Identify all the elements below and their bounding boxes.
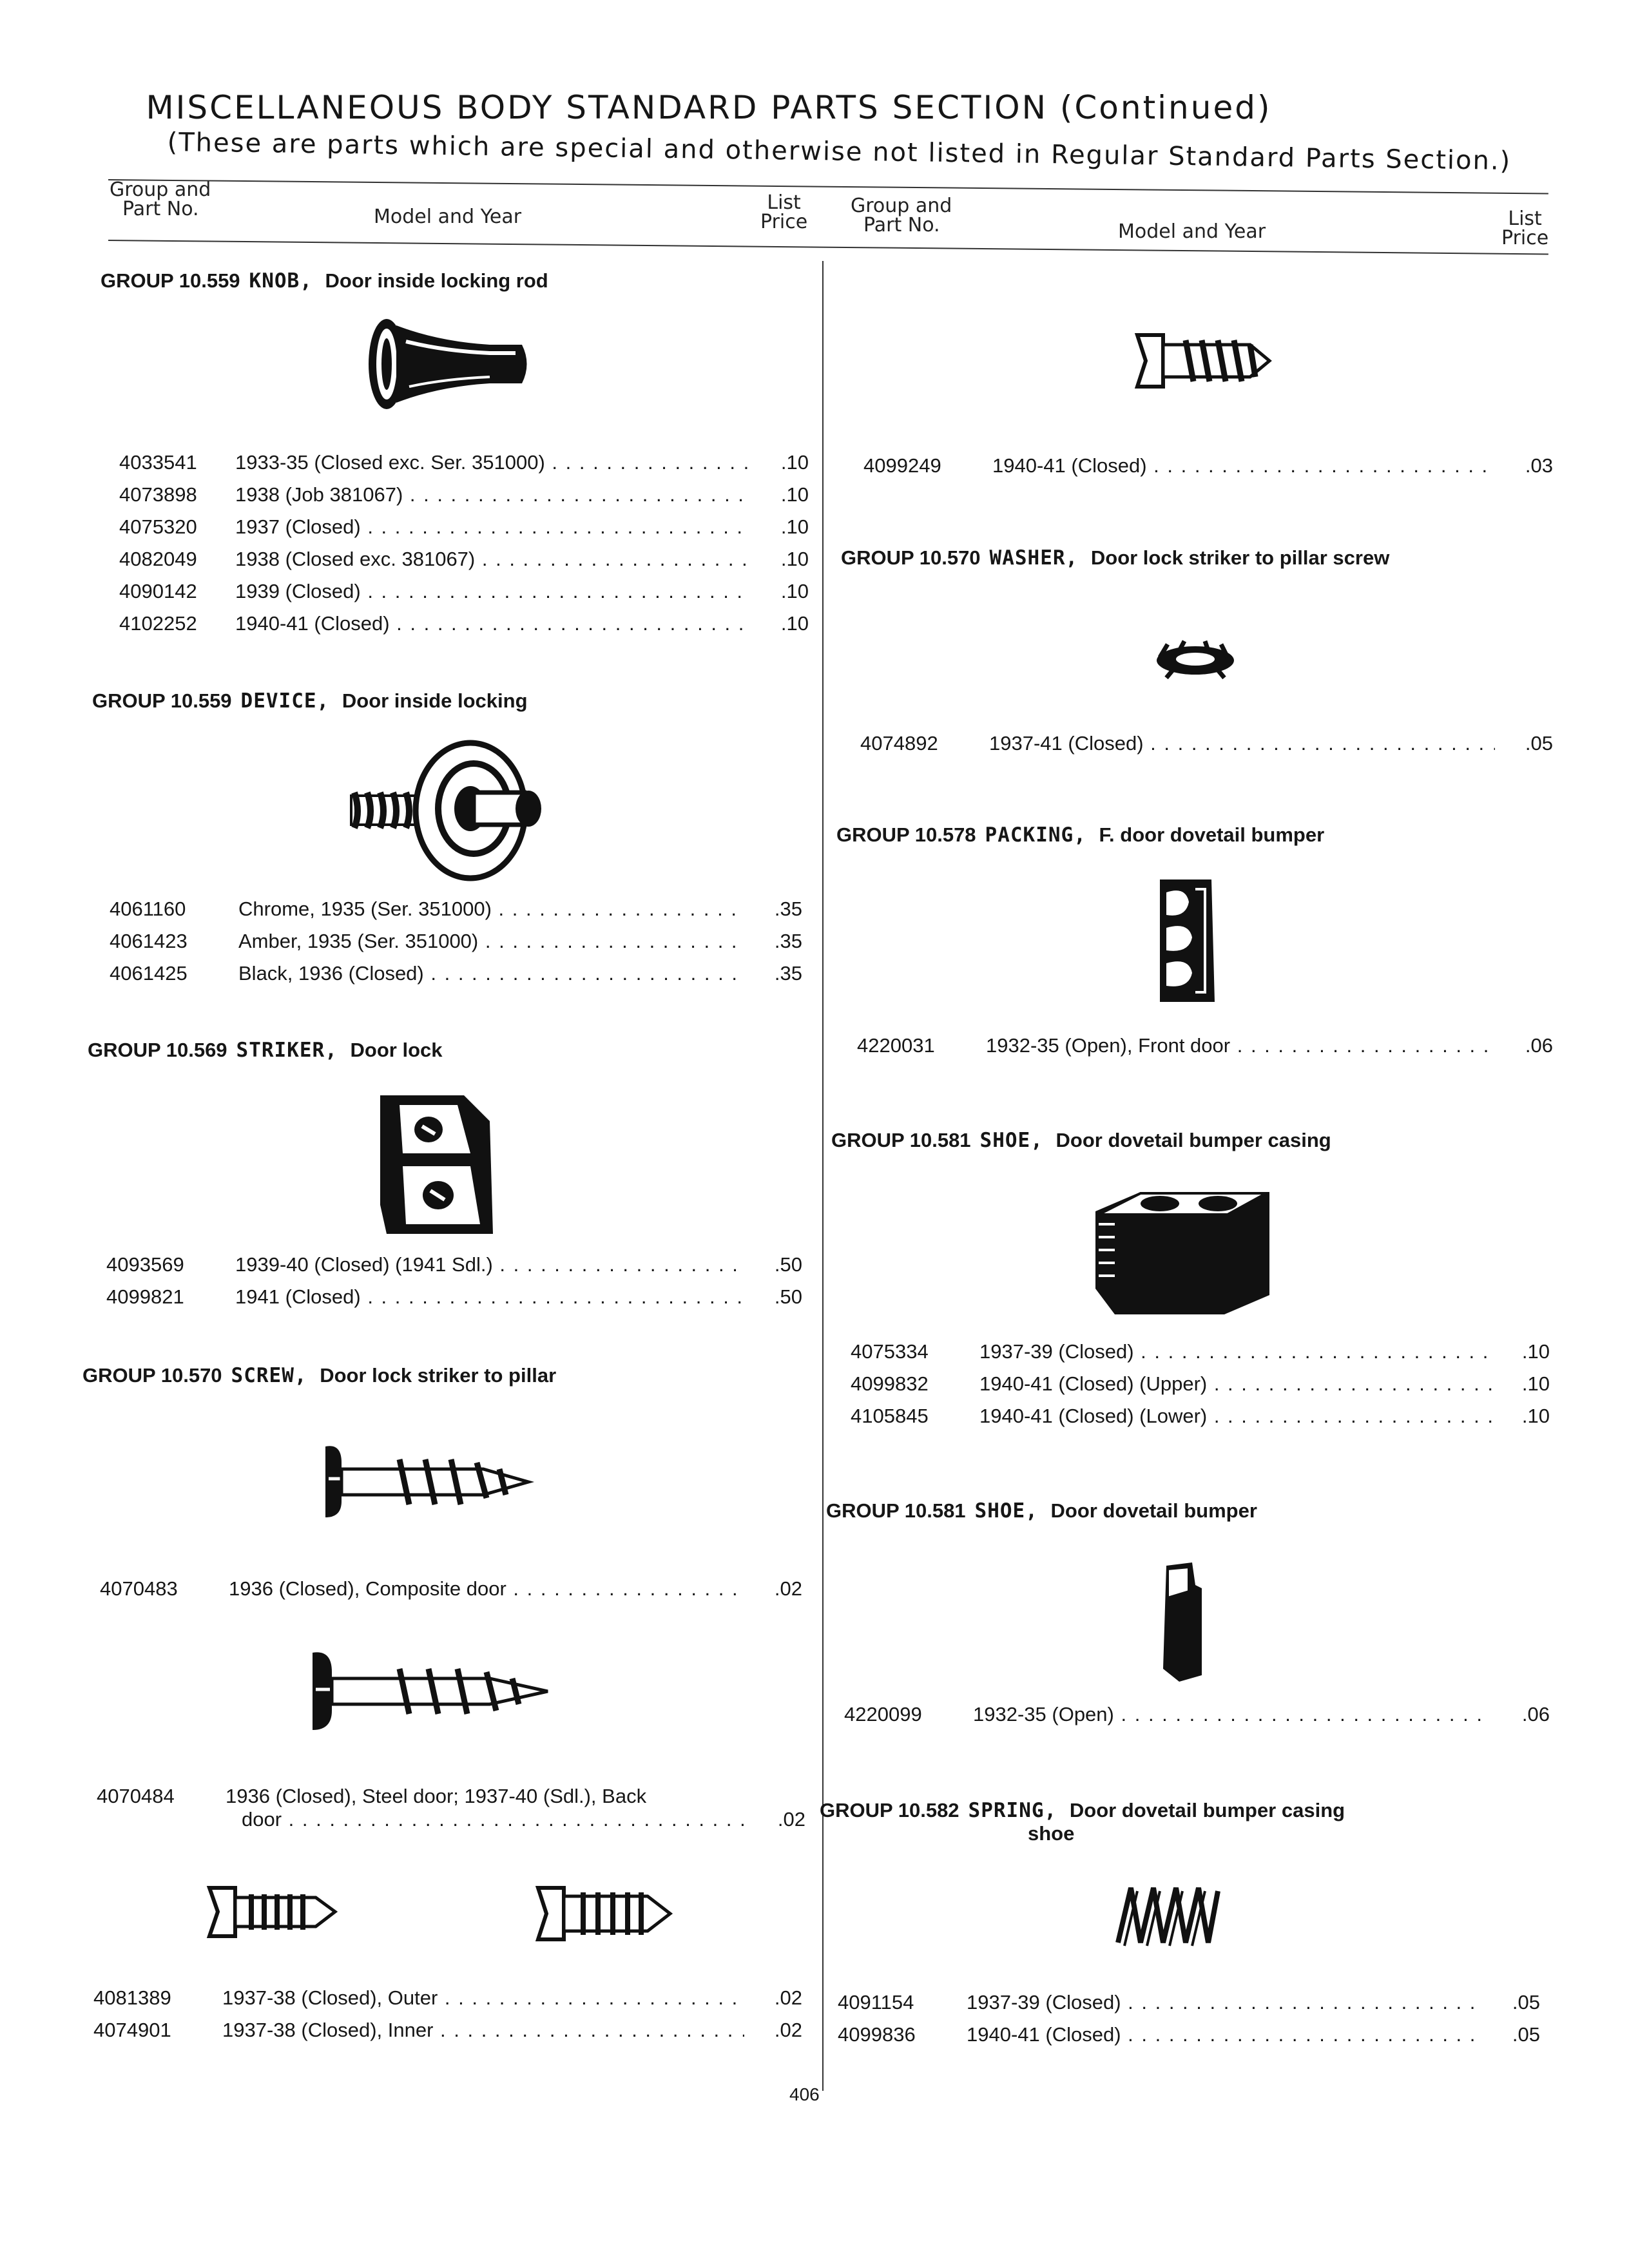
group-heading-knob [101, 269, 548, 293]
list-item [110, 930, 802, 962]
spring-icon [1112, 1881, 1228, 1952]
part-number: 4099821 [106, 1285, 184, 1308]
list-price: .10 [780, 548, 809, 570]
col-header-group-line1: Group and [110, 178, 211, 201]
part-number: 4099836 [838, 2023, 916, 2046]
group-heading-bumper-shoe [826, 1499, 1257, 1523]
model-year: 1941 (Closed) . . . [235, 1285, 744, 1309]
screw-items-b [97, 1785, 805, 1840]
model-year: 1938 (Closed exc. 381067) . . . [235, 548, 751, 571]
part-number: 4099832 [851, 1372, 929, 1395]
part-number: 4220031 [857, 1034, 935, 1057]
outer-screw-icon [206, 1881, 342, 1943]
list-item [119, 515, 809, 548]
part-number: 4074901 [93, 2019, 171, 2041]
spring-items [838, 1991, 1540, 2055]
page-subtitle: (These are parts which are special and otherwise not listed in Regular Standard Parts Section.) [167, 128, 1512, 177]
model-year: 1937-38 (Closed), Inner . . . [222, 2019, 744, 2042]
header-bottom-rule [108, 240, 1548, 255]
washer-icon [1153, 641, 1237, 680]
group-part-desc: F. door dovetail bumper [1099, 823, 1325, 846]
group-part-name: DEVICE, [240, 689, 330, 713]
part-number: 4093569 [106, 1253, 184, 1276]
bumper-shoe-icon [1153, 1559, 1218, 1688]
group-part-name: PACKING, [985, 823, 1086, 847]
model-year: 1932-35 (Open), Front door . . . [986, 1034, 1495, 1057]
list-item [106, 1253, 802, 1285]
model-year: 1940-41 (Closed) (Lower) . . . [979, 1405, 1492, 1428]
group-number: GROUP 10.570 [841, 546, 981, 569]
list-item-continued [97, 1808, 805, 1840]
list-item [860, 732, 1553, 764]
list-item [838, 2023, 1540, 2055]
col-header-list-line1-right: List [1508, 207, 1542, 230]
part-number: 4061425 [110, 962, 188, 985]
list-price: .35 [774, 930, 802, 952]
packing-icon [1150, 873, 1228, 1008]
casing-shoe-items [851, 1340, 1550, 1437]
group-heading-spring-line2 [1028, 1822, 1074, 1845]
group-part-name: SHOE, [974, 1499, 1038, 1523]
page-number: 406 [789, 2084, 820, 2104]
list-item [119, 612, 809, 644]
model-year: 1939 (Closed) . . . [235, 580, 751, 603]
list-price: .03 [1525, 454, 1553, 477]
list-price: .10 [1521, 1372, 1550, 1395]
list-price: .06 [1525, 1034, 1553, 1057]
list-item [863, 454, 1553, 486]
col-header-list-price [760, 193, 807, 232]
list-price: .10 [780, 515, 809, 538]
list-price: .06 [1521, 1703, 1550, 1725]
model-year: 1937-39 (Closed) . . . [979, 1340, 1492, 1363]
list-item [119, 451, 809, 483]
list-price: .05 [1512, 1991, 1540, 2013]
part-number: 4075320 [119, 515, 197, 538]
short-screw-items [863, 454, 1553, 486]
group-part-desc: Door inside locking rod [325, 269, 548, 292]
model-year: 1940-41 (Closed) (Upper) . . . [979, 1372, 1492, 1396]
part-number: 4099249 [863, 454, 941, 477]
model-year: Chrome, 1935 (Ser. 351000) . . . [238, 898, 744, 921]
list-item [106, 1285, 802, 1318]
knob-icon [361, 316, 554, 412]
list-price: .10 [780, 451, 809, 474]
list-price: .05 [1512, 2023, 1540, 2046]
group-heading-screw [82, 1364, 556, 1387]
part-number: 4061423 [110, 930, 188, 952]
group-number: GROUP 10.578 [836, 823, 976, 846]
list-price: .50 [774, 1253, 802, 1276]
model-year: 1932-35 (Open) . . . [973, 1703, 1492, 1726]
locking-device-icon [345, 735, 551, 889]
group-part-name: KNOB, [249, 269, 313, 293]
group-heading-spring [820, 1799, 1345, 1822]
list-item [119, 548, 809, 580]
col-header-model-year-right: Model and Year [1118, 220, 1266, 243]
model-year: 1937 (Closed) . . . [235, 515, 751, 539]
group-part-name: WASHER, [989, 546, 1079, 570]
list-item [110, 898, 802, 930]
list-price: .10 [1521, 1340, 1550, 1363]
group-part-desc: Door dovetail bumper casing [1055, 1129, 1331, 1151]
model-year: 1940-41 (Closed) . . . [967, 2023, 1482, 2046]
part-number: 4102252 [119, 612, 197, 635]
part-number: 4061160 [110, 898, 186, 920]
part-number: 4082049 [119, 548, 197, 570]
model-year: 1936 (Closed), Steel door; 1937-40 (Sdl.), Back [226, 1785, 647, 1807]
part-number: 4075334 [851, 1340, 929, 1363]
list-item [100, 1577, 802, 1610]
list-item [119, 580, 809, 612]
group-part-desc: Door lock striker to pillar screw [1090, 546, 1390, 569]
part-number: 4081389 [93, 1986, 171, 2009]
part-number: 4070484 [97, 1785, 175, 1807]
list-price: .10 [780, 483, 809, 506]
group-part-desc: Door dovetail bumper [1050, 1499, 1257, 1522]
list-item [93, 2019, 802, 2051]
header-top-rule [108, 179, 1548, 194]
group-part-desc: Door inside locking [342, 689, 528, 712]
group-part-desc: Door lock [350, 1039, 443, 1061]
list-price: .50 [774, 1285, 802, 1308]
model-year: 1937-38 (Closed), Outer . . . [222, 1986, 744, 2010]
group-number: GROUP 10.569 [88, 1039, 227, 1061]
col-header-list-line1: List [767, 191, 801, 214]
group-number: GROUP 10.581 [826, 1499, 966, 1522]
col-header-group-part-right [851, 197, 952, 235]
list-item [110, 962, 802, 994]
list-item [851, 1340, 1550, 1372]
group-part-name: SCREW, [231, 1364, 307, 1387]
group-heading-casing-shoe [831, 1129, 1331, 1152]
group-heading-washer [841, 546, 1389, 570]
model-year: 1937-41 (Closed) . . . [989, 732, 1495, 755]
list-item [97, 1785, 805, 1808]
washer-items [860, 732, 1553, 764]
col-header-group-line2: Part No. [122, 198, 199, 220]
list-price: .10 [780, 580, 809, 602]
packing-items [857, 1034, 1553, 1066]
model-year: 1939-40 (Closed) (1941 Sdl.) . . . [235, 1253, 744, 1276]
list-price: .35 [774, 898, 802, 920]
group-part-desc: Door dovetail bumper casing [1069, 1799, 1345, 1821]
group-number: GROUP 10.581 [831, 1129, 971, 1151]
model-year: 1937-39 (Closed) . . . [967, 1991, 1482, 2014]
list-price: .02 [774, 2019, 802, 2041]
short-screw-icon [1134, 329, 1276, 393]
part-number: 4074892 [860, 732, 938, 754]
group-number: GROUP 10.559 [101, 269, 240, 292]
list-item [93, 1986, 802, 2019]
screw-icon [322, 1443, 535, 1521]
list-item [119, 483, 809, 515]
bumper-casing-shoe-icon [1089, 1186, 1282, 1321]
group-part-name: STRIKER, [236, 1039, 338, 1062]
bumper-shoe-items [844, 1703, 1550, 1735]
long-screw-icon [309, 1649, 554, 1733]
col-header-group-part [110, 180, 211, 219]
list-item [844, 1703, 1550, 1735]
part-number: 4091154 [838, 1991, 914, 2013]
group-part-name: SPRING, [968, 1799, 1057, 1822]
part-number: 4220099 [844, 1703, 922, 1725]
group-heading-striker [88, 1039, 443, 1062]
group-part-desc: Door lock striker to pillar [320, 1364, 557, 1387]
part-number: 4105845 [851, 1405, 929, 1427]
model-year: 1940-41 (Closed) . . . [992, 454, 1495, 477]
list-price: .02 [774, 1986, 802, 2009]
col-header-model-year: Model and Year [374, 206, 522, 228]
knob-items [119, 451, 809, 644]
inner-screw-icon [535, 1878, 677, 1949]
list-price: .35 [774, 962, 802, 985]
col-header-list-line2-right: Price [1501, 227, 1549, 249]
list-item [838, 1991, 1540, 2023]
list-price: .02 [777, 1808, 805, 1831]
list-price: .02 [774, 1577, 802, 1600]
group-number: GROUP 10.559 [92, 689, 232, 712]
group-heading-device [92, 689, 528, 713]
part-number: 4070483 [100, 1577, 178, 1600]
col-header-list-price-right [1501, 209, 1548, 248]
group-number: GROUP 10.582 [820, 1799, 959, 1821]
screw-items-a [100, 1577, 802, 1610]
col-header-list-line2: Price [760, 211, 808, 233]
model-year: 1938 (Job 381067) . . . [235, 483, 751, 506]
col-header-group-line2-right: Part No. [863, 214, 940, 236]
striker-icon [374, 1089, 503, 1244]
striker-items [106, 1253, 802, 1318]
model-year: Black, 1936 (Closed) . . . [238, 962, 744, 985]
model-year: 1933-35 (Closed exc. Ser. 351000) . . . [235, 451, 751, 474]
part-number: 4090142 [119, 580, 197, 602]
model-year: Amber, 1935 (Ser. 351000) . . . [238, 930, 744, 953]
group-part-desc-continued: shoe [1028, 1822, 1075, 1845]
list-price: .10 [780, 612, 809, 635]
model-year-continued: door . . . [242, 1808, 747, 1831]
part-number: 4033541 [119, 451, 197, 474]
page-title: MISCELLANEOUS BODY STANDARD PARTS SECTION (Continued) [146, 89, 1272, 126]
list-price: .10 [1521, 1405, 1550, 1427]
group-heading-packing [836, 823, 1324, 847]
screw-items-c [93, 1986, 802, 2051]
group-number: GROUP 10.570 [82, 1364, 222, 1387]
group-part-name: SHOE, [979, 1129, 1043, 1152]
model-year: 1940-41 (Closed) . . . [235, 612, 751, 635]
device-items [110, 898, 802, 994]
list-price: .05 [1525, 732, 1553, 754]
list-item [851, 1405, 1550, 1437]
col-header-group-line1-right: Group and [851, 195, 952, 217]
list-item [857, 1034, 1553, 1066]
list-item [851, 1372, 1550, 1405]
part-number: 4073898 [119, 483, 197, 506]
model-year: 1936 (Closed), Composite door . . . [229, 1577, 744, 1600]
